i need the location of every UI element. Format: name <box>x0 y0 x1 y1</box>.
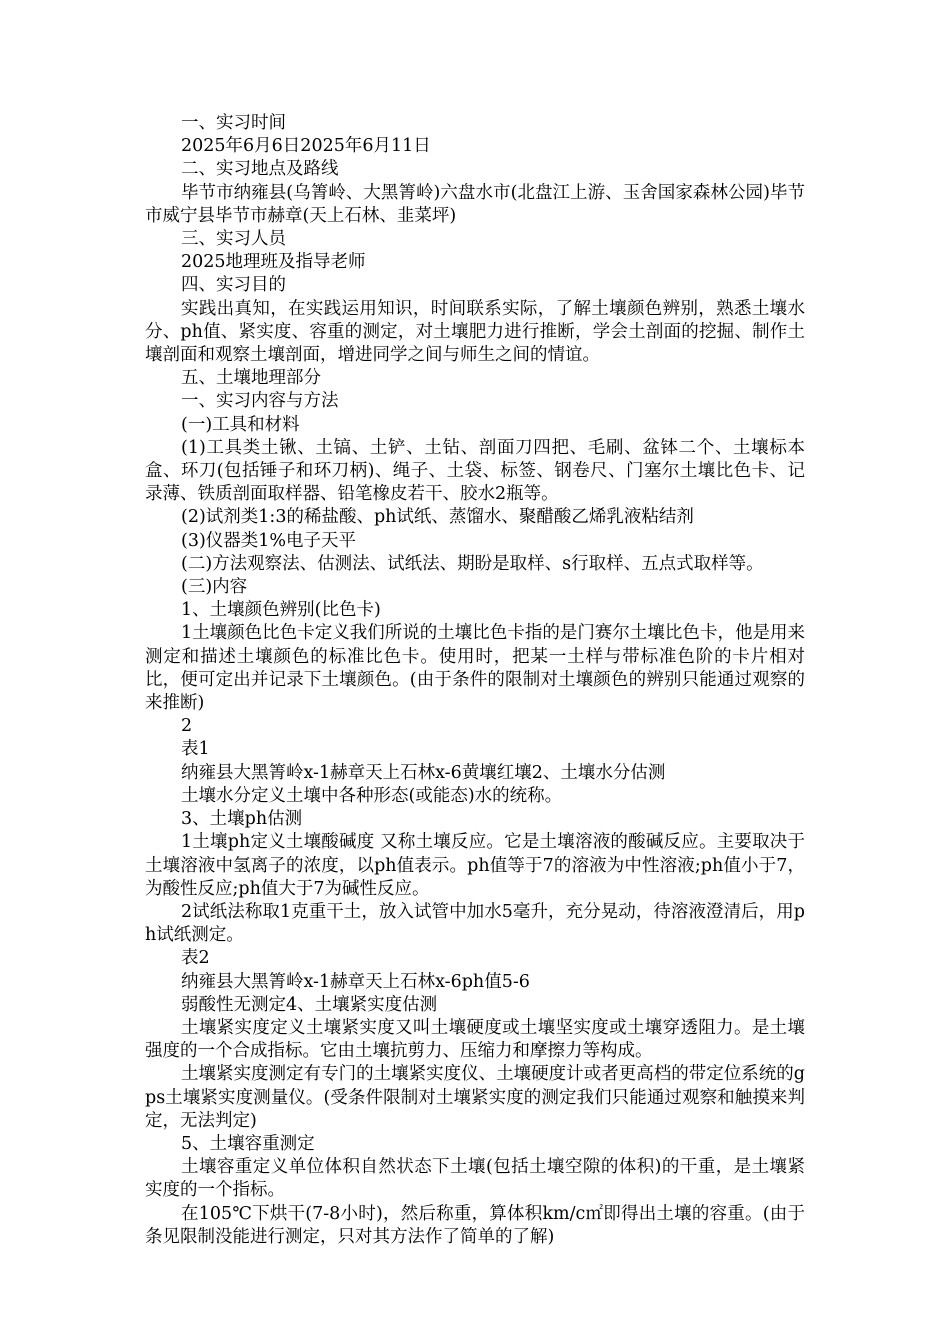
item-number: 2 <box>181 716 193 737</box>
document-body <box>145 112 805 1249</box>
personnel-text: 2025地理班及指导老师 <box>181 252 366 273</box>
soil-ph-definition: 1土壤ph定义土壤酸碱度 又称土壤反应。它是土壤溶液的酸碱反应。主要取决于土壤溶液中氢离子的浓度，以ph值表示。ph值等于7的溶液为中性溶液;ph值小于7，为酸性反应;ph值大于7为碱性反应。 <box>145 832 805 899</box>
heading-soil-color: 1、土壤颜色辨别(比色卡) <box>181 600 381 621</box>
table-2-label: 表2 <box>181 948 210 969</box>
soil-color-text: 1土壤颜色比色卡定义我们所说的土壤比色卡指的是门赛尔土壤比色卡，他是用来测定和描述土壤颜色的标准比色卡。使用时，把某一土样与带标准色阶的卡片相对比，便可定出并记录下土壤颜色。(由于条件的限制对土壤颜色的辨别只能通过观察的来推断) <box>145 623 805 714</box>
soil-moisture-text: 土壤水分定义土壤中各种形态(或能态)水的统称。 <box>181 785 563 806</box>
purpose-text: 实践出真知，在实践运用知识，时间联系实际，了解土壤颜色辨别，熟悉土壤水分、ph值、紧实度、容重的测定，对土壤肥力进行推断，学会土剖面的挖掘、制作土壤剖面和观察土壤剖面，增进同学之间与师生之间的情谊。 <box>145 298 805 366</box>
table-1-row: 纳雍县大黑箐岭x-1赫章天上石林x-6黄壤红壤2、土壤水分估测 <box>181 762 666 783</box>
heading-internship-time: 一、实习时间 <box>181 113 286 133</box>
reagents-list: (2)试剂类1:3的稀盐酸、ph试纸、蒸馏水、聚醋酸乙烯乳液粘结剂 <box>181 507 694 528</box>
soil-compactness-definition: 土壤紧实度定义土壤紧实度又叫土壤硬度或土壤坚实度或土壤穿透阻力。是土壤强度的一个合成指标。它由土壤抗剪力、压缩力和摩擦力等构成。 <box>145 1017 805 1062</box>
table-1-label: 表1 <box>181 739 210 760</box>
table-2-row: 纳雍县大黑箐岭x-1赫章天上石林x-6ph值5-6 <box>181 971 530 992</box>
heading-tools-materials: (一)工具和材料 <box>181 414 300 435</box>
heading-bulk-density: 5、土壤容重测定 <box>181 1133 315 1154</box>
heading-contents: (三)内容 <box>181 577 248 598</box>
methods-text: (二)方法观察法、估测法、试纸法、期盼是取样、s行取样、五点式取样等。 <box>181 553 764 574</box>
soil-compactness-measurement: 土壤紧实度测定有专门的土壤紧实度仪、土壤硬度计或者更高档的带定位系统的gps土壤紧实度测量仪。(受条件限制对土壤紧实度的测定我们只能通过观察和触摸来判定，无法判定) <box>145 1064 805 1131</box>
heading-content-methods: 一、实习内容与方法 <box>181 391 339 412</box>
heading-purpose: 四、实习目的 <box>181 275 286 296</box>
instruments-list: (3)仪器类1%电子天平 <box>181 530 357 551</box>
table-2-result: 弱酸性无测定4、土壤紧实度估测 <box>181 994 438 1015</box>
heading-soil-ph: 3、土壤ph估测 <box>181 809 303 830</box>
heading-location-route: 二、实习地点及路线 <box>181 159 339 180</box>
heading-soil-geography: 五、土壤地理部分 <box>181 368 321 389</box>
internship-dates: 2025年6月6日2025年6月11日 <box>181 136 431 157</box>
bulk-density-method: 在105℃下烘干(7-8小时)，然后称重，算体积km/c㎡即得出土壤的容重。(由于条见限制没能进行测定，只对其方法作了简单的了解) <box>145 1203 805 1247</box>
tools-list: (1)工具类土锹、土镐、土铲、土钻、剖面刀四把、毛刷、盆钵二个、土壤标本盒、环刀(包括锤子和环刀柄)、绳子、土袋、标签、钢卷尺、门塞尔土壤比色卡、记录薄、铁质剖面取样器、铅笔橡皮若干、胶水2瓶等。 <box>145 437 805 505</box>
bulk-density-definition: 土壤容重定义单位体积自然状态下土壤(包括土壤空隙的体积)的干重，是土壤紧实度的一个指标。 <box>145 1157 805 1201</box>
heading-personnel: 三、实习人员 <box>181 229 286 250</box>
location-route-text: 毕节市纳雍县(乌箐岭、大黑箐岭)六盘水市(北盘江上游、玉舍国家森林公园)毕节市威宁县毕节市赫章(天上石林、韭菜坪) <box>145 182 805 226</box>
soil-ph-test-method: 2试纸法称取1克重干土，放入试管中加水5毫升，充分晃动，待溶液澄清后，用ph试纸测定。 <box>145 901 805 946</box>
